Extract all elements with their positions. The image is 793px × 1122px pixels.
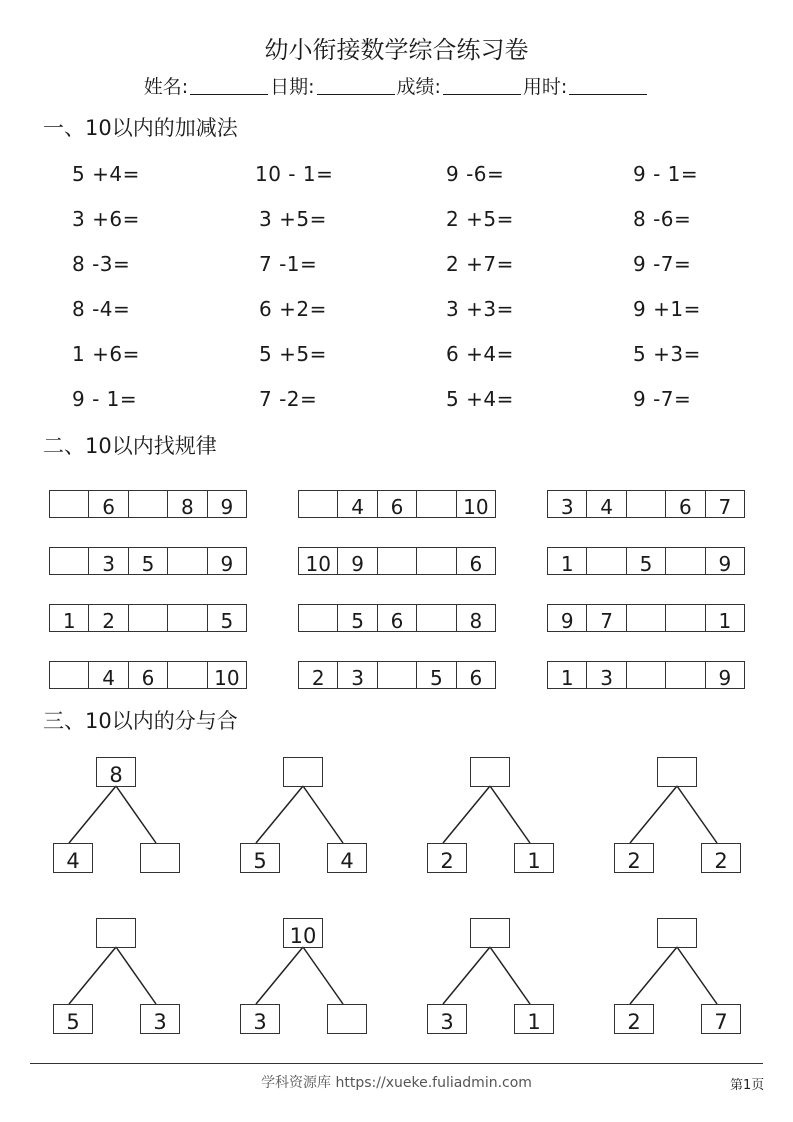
- sequence-cell[interactable]: [128, 491, 167, 517]
- number-bond: [423, 918, 553, 1036]
- sequence-cell[interactable]: 6: [88, 491, 127, 517]
- bond-part-right-box[interactable]: 1: [514, 1004, 554, 1034]
- sequence-cell[interactable]: [299, 605, 337, 631]
- sequence-cell[interactable]: 6: [456, 662, 495, 688]
- sequence-cell[interactable]: 1: [560, 552, 574, 574]
- sequence-cell[interactable]: [50, 662, 88, 688]
- bond-part-right-box[interactable]: 3: [140, 1004, 180, 1034]
- equation: 3 +6=: [72, 207, 140, 231]
- number-sequence: [547, 547, 745, 575]
- section-heading-addition-subtraction: 一、10以内的加减法: [43, 116, 238, 140]
- bond-part-left-box[interactable]: 4: [53, 843, 93, 873]
- equation: 9 - 1=: [633, 162, 699, 186]
- sequence-cell[interactable]: 5: [337, 605, 376, 631]
- sequence-cell[interactable]: 3: [560, 495, 574, 517]
- equation: 3 +5=: [259, 207, 327, 231]
- name-label: 姓名:: [143, 76, 189, 98]
- date-field: [270, 72, 396, 99]
- equation: 9 +1=: [633, 297, 701, 321]
- equation: 3 +3=: [446, 297, 514, 321]
- name-blank[interactable]: [190, 76, 268, 95]
- sequence-cell[interactable]: 1: [62, 609, 76, 631]
- sequence-cell[interactable]: 5: [626, 548, 665, 574]
- bond-whole-box[interactable]: [470, 757, 510, 787]
- bond-whole-box[interactable]: 8: [96, 757, 136, 787]
- number-bond: [610, 918, 740, 1036]
- equation: 2 +5=: [446, 207, 514, 231]
- bond-part-left-box[interactable]: 2: [427, 843, 467, 873]
- sequence-cell[interactable]: 9: [705, 662, 744, 688]
- number-sequence: [49, 661, 247, 689]
- score-field: [397, 72, 523, 99]
- equation: 10 - 1=: [255, 162, 334, 186]
- sequence-cell[interactable]: [665, 605, 704, 631]
- sequence-cell[interactable]: [416, 548, 455, 574]
- section-heading-patterns: 二、10以内找规律: [43, 434, 217, 458]
- sequence-cell[interactable]: 10: [305, 552, 331, 574]
- equation: 7 -1=: [259, 252, 318, 276]
- equation: 8 -6=: [633, 207, 692, 231]
- bond-part-right-box[interactable]: 2: [701, 843, 741, 873]
- sequence-cell[interactable]: 6: [128, 662, 167, 688]
- number-bond: [49, 918, 179, 1036]
- score-label: 成绩:: [396, 76, 441, 98]
- bond-part-left-box[interactable]: 2: [614, 843, 654, 873]
- sequence-cell[interactable]: 10: [207, 662, 246, 688]
- sequence-cell[interactable]: 6: [377, 491, 416, 517]
- sequence-cell[interactable]: [128, 605, 167, 631]
- sequence-cell[interactable]: 9: [337, 548, 376, 574]
- sequence-cell[interactable]: 8: [167, 491, 206, 517]
- equation: 9 -7=: [633, 252, 692, 276]
- sequence-cell[interactable]: 6: [456, 548, 495, 574]
- page-number: 第1页: [730, 1078, 765, 1093]
- sequence-cell[interactable]: 4: [586, 491, 625, 517]
- equation: 5 +5=: [259, 342, 327, 366]
- number-bond: [610, 757, 740, 875]
- bond-whole-box[interactable]: [96, 918, 136, 948]
- sequence-cell[interactable]: [50, 491, 88, 517]
- sequence-cell[interactable]: 2: [88, 605, 127, 631]
- sequence-cell[interactable]: [626, 491, 665, 517]
- equation: 1 +6=: [72, 342, 140, 366]
- equation: 5 +4=: [446, 387, 514, 411]
- sequence-cell[interactable]: 4: [88, 662, 127, 688]
- number-bond: [236, 757, 366, 875]
- sequence-cell[interactable]: 10: [456, 491, 495, 517]
- sequence-cell[interactable]: 3: [88, 548, 127, 574]
- worksheet-title: 幼小衔接数学综合练习卷: [264, 36, 529, 64]
- sequence-cell[interactable]: [626, 605, 665, 631]
- sequence-cell[interactable]: 7: [705, 491, 744, 517]
- sequence-cell[interactable]: [377, 662, 416, 688]
- number-bond: [49, 757, 179, 875]
- sequence-cell[interactable]: [586, 548, 625, 574]
- number-bond: [236, 918, 366, 1036]
- time-label: 用时:: [522, 76, 568, 98]
- sequence-cell[interactable]: [416, 491, 455, 517]
- equation: 6 +2=: [259, 297, 327, 321]
- number-sequence: [298, 490, 496, 518]
- number-sequence: [547, 490, 745, 518]
- sequence-cell[interactable]: [416, 605, 455, 631]
- sequence-cell[interactable]: 5: [128, 548, 167, 574]
- time-blank[interactable]: [569, 76, 647, 95]
- sequence-cell[interactable]: 5: [207, 605, 246, 631]
- sequence-cell[interactable]: 6: [377, 605, 416, 631]
- date-label: 日期:: [270, 76, 315, 98]
- equation: 5 +3=: [633, 342, 701, 366]
- number-sequence: [298, 604, 496, 632]
- footer-source: 学科资源库 https://xueke.fuliadmin.com: [261, 1075, 532, 1091]
- equation: 8 -4=: [72, 297, 131, 321]
- sequence-cell[interactable]: [50, 548, 88, 574]
- equation: 9 -7=: [633, 387, 692, 411]
- bond-whole-box[interactable]: [283, 757, 323, 787]
- score-blank[interactable]: [443, 76, 521, 95]
- bond-part-left-box[interactable]: 2: [614, 1004, 654, 1034]
- number-sequence: [49, 604, 247, 632]
- bond-part-right-box[interactable]: [327, 1004, 367, 1034]
- number-sequence: [547, 661, 745, 689]
- bond-part-right-box[interactable]: 1: [514, 843, 554, 873]
- sequence-cell[interactable]: 9: [705, 548, 744, 574]
- bond-part-left-box[interactable]: 5: [53, 1004, 93, 1034]
- bond-whole-box[interactable]: [657, 918, 697, 948]
- sequence-cell[interactable]: 1: [705, 605, 744, 631]
- bond-part-right-box[interactable]: 4: [327, 843, 367, 873]
- footer-divider: [30, 1063, 763, 1064]
- sequence-cell[interactable]: 6: [665, 491, 704, 517]
- sequence-cell[interactable]: [167, 548, 206, 574]
- name-field: [144, 72, 270, 99]
- time-field: [523, 72, 649, 99]
- number-sequence: [298, 661, 496, 689]
- sequence-cell[interactable]: [626, 662, 665, 688]
- sequence-cell[interactable]: 1: [560, 666, 574, 688]
- bond-part-left-box[interactable]: 3: [240, 1004, 280, 1034]
- sequence-cell[interactable]: [377, 548, 416, 574]
- sequence-cell[interactable]: 8: [456, 605, 495, 631]
- sequence-cell[interactable]: 9: [207, 548, 246, 574]
- bond-part-left-box[interactable]: 3: [427, 1004, 467, 1034]
- sequence-cell[interactable]: 9: [207, 491, 246, 517]
- number-sequence: [298, 547, 496, 575]
- bond-part-left-box[interactable]: 5: [240, 843, 280, 873]
- sequence-cell[interactable]: 3: [586, 662, 625, 688]
- number-sequence: [49, 547, 247, 575]
- bond-whole-box[interactable]: [470, 918, 510, 948]
- bond-part-right-box[interactable]: [140, 843, 180, 873]
- equation: 9 - 1=: [72, 387, 138, 411]
- equation: 6 +4=: [446, 342, 514, 366]
- sequence-cell[interactable]: [665, 662, 704, 688]
- student-info-line: [0, 72, 793, 99]
- sequence-cell[interactable]: [167, 662, 206, 688]
- equation: 7 -2=: [259, 387, 318, 411]
- sequence-cell[interactable]: [167, 605, 206, 631]
- equation: 9 -6=: [446, 162, 505, 186]
- sequence-cell[interactable]: 9: [560, 609, 574, 631]
- number-sequence: [49, 490, 247, 518]
- sequence-cell[interactable]: [665, 548, 704, 574]
- number-bond: [423, 757, 553, 875]
- number-sequence: [547, 604, 745, 632]
- sequence-cell[interactable]: [299, 491, 337, 517]
- bond-whole-box[interactable]: [657, 757, 697, 787]
- sequence-cell[interactable]: 5: [416, 662, 455, 688]
- equation: 5 +4=: [72, 162, 140, 186]
- bond-part-right-box[interactable]: 7: [701, 1004, 741, 1034]
- date-blank[interactable]: [317, 76, 395, 95]
- sequence-cell[interactable]: 4: [337, 491, 376, 517]
- equation: 8 -3=: [72, 252, 131, 276]
- equation: 2 +7=: [446, 252, 514, 276]
- bond-whole-box[interactable]: 10: [283, 918, 323, 948]
- section-heading-decomposition: 三、10以内的分与合: [43, 709, 238, 733]
- sequence-cell[interactable]: 3: [337, 662, 376, 688]
- sequence-cell[interactable]: 2: [311, 666, 325, 688]
- sequence-cell[interactable]: 7: [586, 605, 625, 631]
